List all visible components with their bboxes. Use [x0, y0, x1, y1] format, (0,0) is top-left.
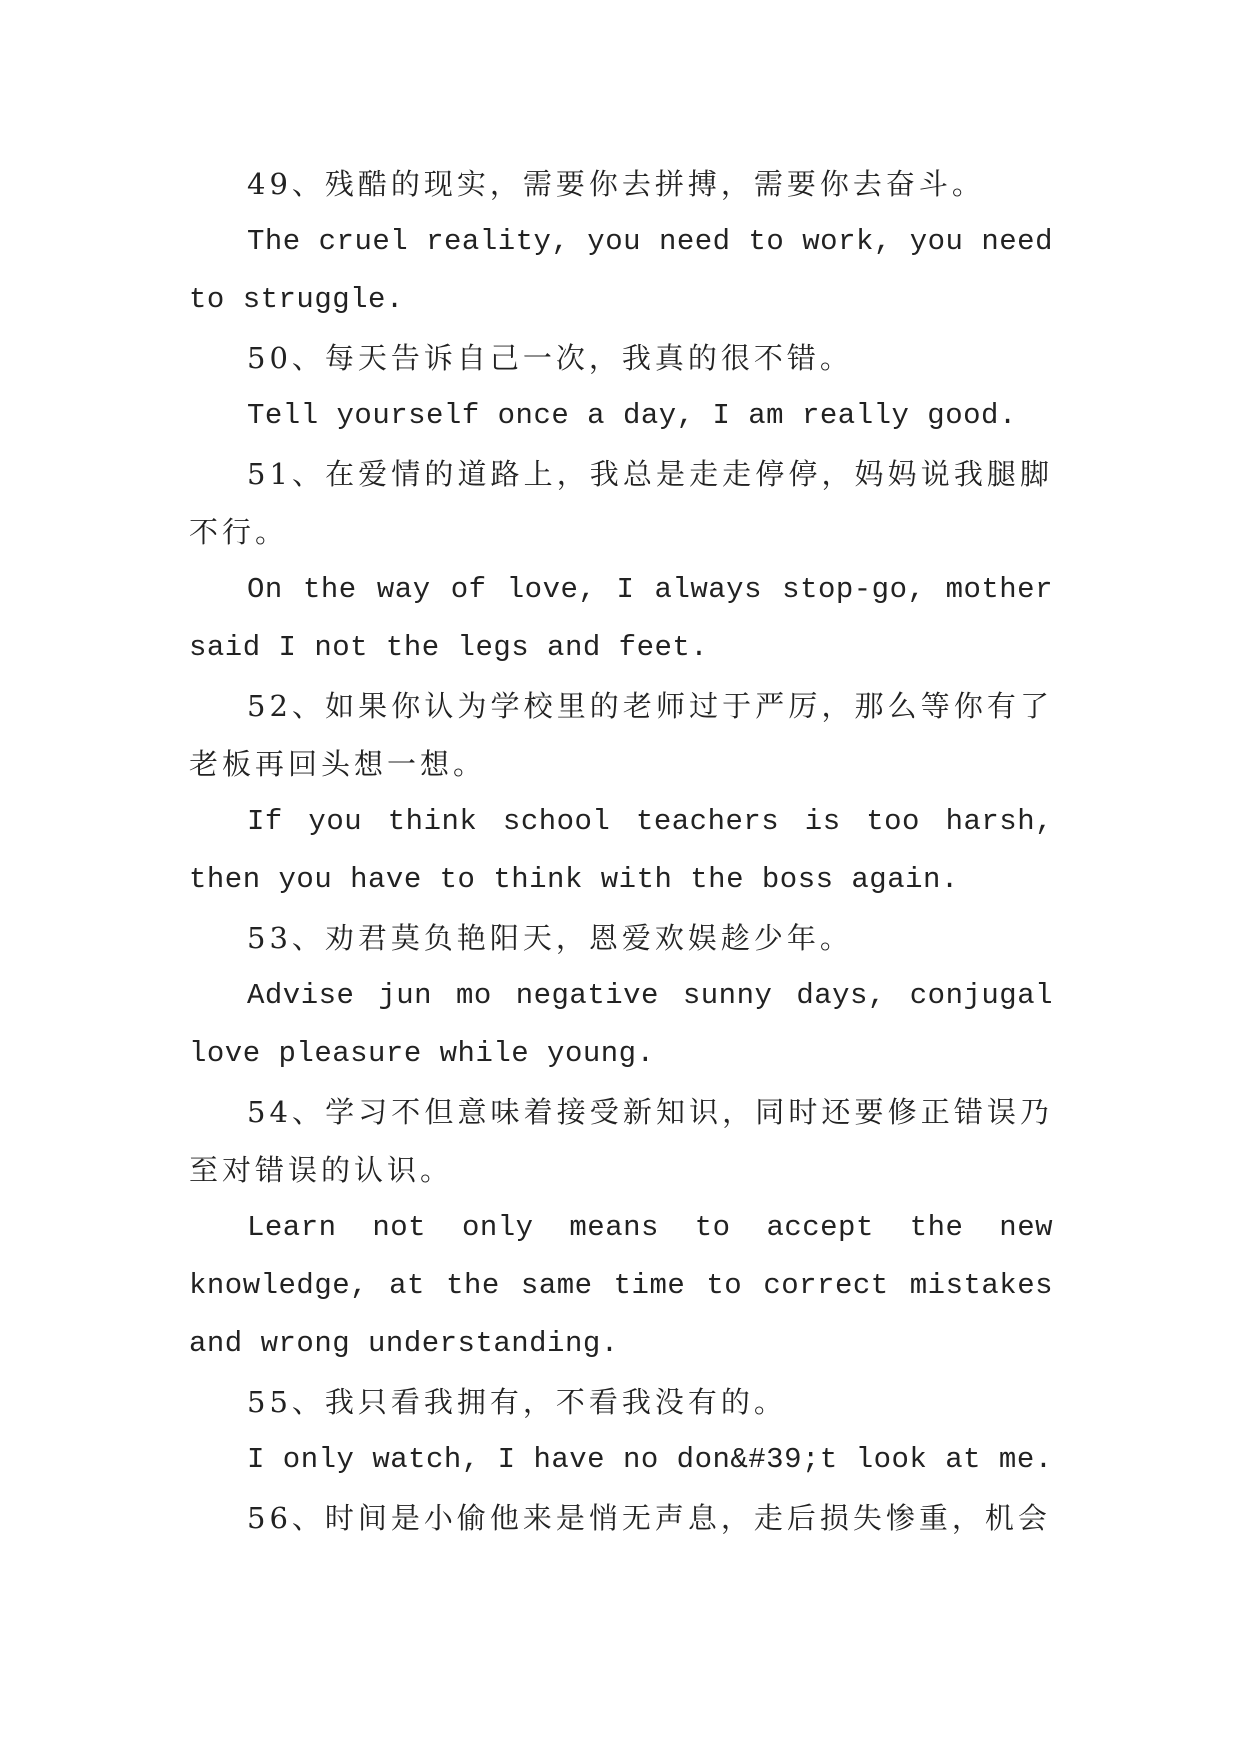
- document-body: [189, 155, 1053, 1547]
- quote-en-55: I only watch, I have no don&#39;t look at me.: [247, 1443, 1053, 1476]
- quote-en-52: If you think school teachers is too harsh, then you have to think with the boss again.: [189, 805, 1053, 896]
- quote-zh-56: 56、时间是小偷他来是悄无声息，走后损失惨重，机会: [247, 1501, 1051, 1535]
- quote-en-51: On the way of love, I always stop-go, mother said I not the legs and feet.: [189, 573, 1053, 664]
- quote-en-53: Advise jun mo negative sunny days, conjugal love pleasure while young.: [189, 979, 1053, 1070]
- quote-en-54: Learn not only means to accept the new knowledge, at the same time to correct mistakes and wrong understanding.: [189, 1211, 1053, 1360]
- quote-zh-50: 50、每天告诉自己一次，我真的很不错。: [247, 341, 853, 375]
- quote-zh-51: 51、在爱情的道路上，我总是走走停停，妈妈说我腿脚不行。: [189, 457, 1053, 549]
- quote-zh-55: 55、我只看我拥有，不看我没有的。: [247, 1385, 787, 1419]
- quote-zh-49: 49、残酷的现实，需要你去拼搏，需要你去奋斗。: [247, 167, 985, 201]
- quote-en-49: The cruel reality, you need to work, you need to struggle.: [189, 225, 1053, 316]
- quote-en-50: Tell yourself once a day, I am really good.: [247, 399, 1017, 432]
- quote-zh-53: 53、劝君莫负艳阳天，恩爱欢娱趁少年。: [247, 921, 853, 955]
- quote-zh-52: 52、如果你认为学校里的老师过于严厉，那么等你有了老板再回头想一想。: [189, 689, 1053, 781]
- quote-zh-54: 54、学习不但意味着接受新知识，同时还要修正错误乃至对错误的认识。: [189, 1095, 1053, 1187]
